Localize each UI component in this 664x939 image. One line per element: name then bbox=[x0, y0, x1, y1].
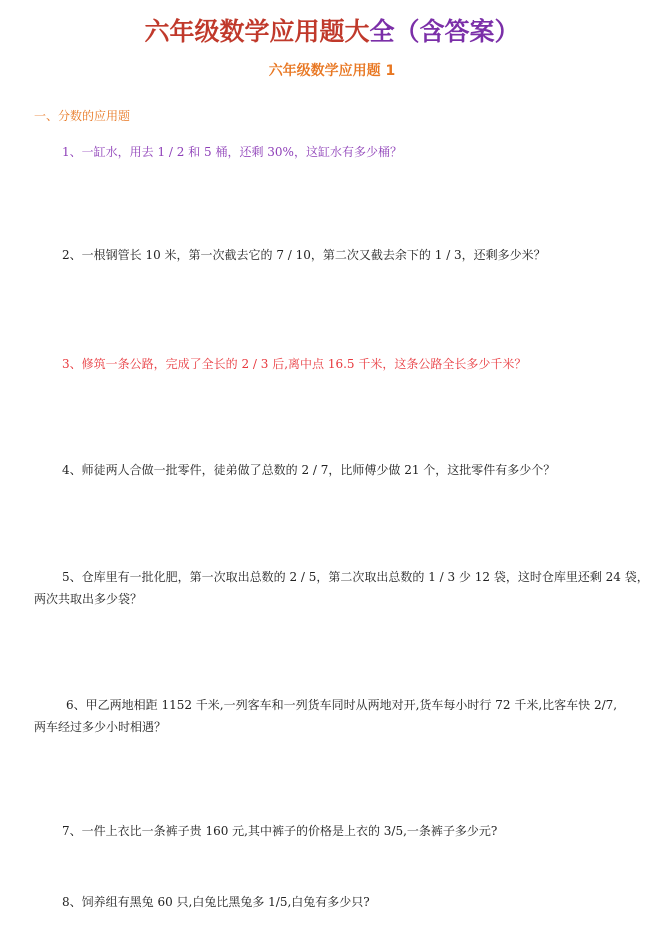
question-6 bbox=[34, 694, 617, 738]
question-7 bbox=[62, 820, 497, 842]
question-2-text: 2、一根钢管长 10 米，第一次截去它的 7 / 10，第二次又截去余下的 1 / 3，还剩多少米？ bbox=[62, 248, 546, 262]
question-5-text-line2: 两次共取出多少袋？ bbox=[34, 592, 143, 606]
question-1-text: 1、一缸水，用去 1 / 2 和 5 桶，还剩 30%，这缸水有多少桶？ bbox=[62, 145, 402, 159]
question-5 bbox=[34, 566, 649, 610]
question-4 bbox=[62, 459, 555, 481]
question-4-text: 4、师徒两人合做一批零件，徒弟做了总数的 2 / 7，比师傅少做 21 个，这批零件有多少个？ bbox=[62, 463, 556, 477]
title-main-text: 六年级数学应用题大 bbox=[144, 17, 370, 46]
question-8 bbox=[62, 891, 370, 913]
section-heading: 一、分数的应用题 bbox=[34, 109, 131, 123]
title-suffix-text: （含答案） bbox=[394, 17, 520, 46]
question-8-text: 8、饲养组有黑兔 60 只,白兔比黑兔多 1/5,白兔有多少只? bbox=[62, 895, 370, 909]
question-3 bbox=[62, 353, 526, 375]
page-subtitle: 六年级数学应用题 1 bbox=[268, 63, 396, 79]
title-accent-text: 全 bbox=[369, 17, 395, 46]
question-5-text-line1: 5、仓库里有一批化肥，第一次取出总数的 2 / 5，第二次取出总数的 1 / 3 少 12 袋，这时仓库里还剩 24 袋， bbox=[62, 570, 649, 584]
page-title bbox=[0, 14, 664, 50]
question-1 bbox=[62, 141, 402, 163]
question-6-text-line1: 6、甲乙两地相距 1152 千米,一列客车和一列货车同时从两地对开,货车每小时行 72 千米,比客车快 2/7, bbox=[66, 698, 618, 712]
question-7-text: 7、一件上衣比一条裤子贵 160 元,其中裤子的价格是上衣的 3/5,一条裤子多少元? bbox=[62, 824, 498, 838]
question-3-text: 3、修筑一条公路，完成了全长的 2 / 3 后,离中点 16.5 千米，这条公路全长多少千米？ bbox=[62, 357, 527, 371]
question-6-text-line2: 两车经过多少小时相遇？ bbox=[34, 720, 167, 734]
question-2 bbox=[62, 244, 546, 266]
